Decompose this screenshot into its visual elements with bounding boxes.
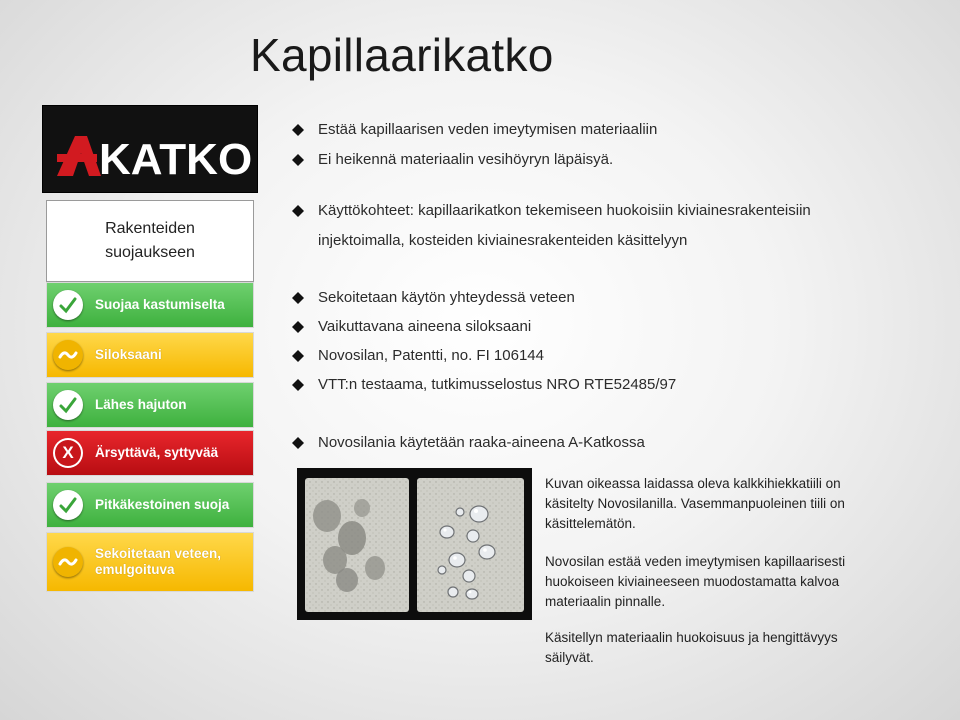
feature-lahes-hajuton	[46, 382, 254, 428]
feature-pitkakestoinen-suoja	[46, 482, 254, 528]
akatko-logo	[42, 105, 258, 193]
bullet-item: Vaikuttavana aineena siloksaani	[292, 312, 676, 341]
protection-header-label: Rakenteiden suojaukseen	[105, 220, 195, 261]
diamond-bullet-icon	[292, 205, 304, 217]
bullet-item: Novosilan, Patentti, no. FI 106144	[292, 341, 676, 370]
bullet-item: Estää kapillaarisen veden imeytymisen materiaaliin	[292, 115, 657, 145]
feature-siloksaani	[46, 332, 254, 378]
bullet-group-4	[292, 428, 645, 458]
logo-text: KATKO	[99, 135, 253, 184]
bullet-item: VTT:n testaama, tutkimusselostus NRO RTE52485/97	[292, 370, 676, 399]
feature-label: Suojaa kastumiselta	[95, 297, 225, 312]
bullet-item: Ei heikennä materiaalin vesihöyryn läpäisyä.	[292, 145, 657, 175]
diamond-bullet-icon	[292, 124, 304, 136]
diamond-bullet-icon	[292, 321, 304, 333]
novosilan-description: Novosilan estää veden imeytymisen kapillaarisesti huokoiseen kiviaineeseen muodostamatta kalvoa materiaalin pinnalle.	[545, 554, 846, 609]
feature-label: Pitkäkestoinen suoja	[95, 497, 230, 512]
photo-caption: Kuvan oikeassa laidassa oleva kalkkihiekkatiili on käsitelty Novosilanilla. Vasemmanpuoleinen tiili on käsittelemätön.	[545, 476, 845, 531]
bullet-item: Sekoitetaan käytön yhteydessä veteen	[292, 283, 676, 312]
x-icon: X	[53, 438, 83, 468]
bullet-item: Novosilania käytetään raaka-aineena A-Katkossa	[292, 428, 645, 458]
check-icon	[53, 290, 83, 320]
bullet-group-1	[292, 115, 657, 175]
check-icon	[53, 490, 83, 520]
bullet-item: Käyttökohteet: kapillaarikatkon tekemiseen huokoisiin kiviainesrakenteisiin injektoimalla, kosteiden kiviainesrakenteiden käsittelyyn	[292, 196, 811, 256]
feature-arsyttava	[46, 430, 254, 476]
feature-label: Siloksaani	[95, 347, 162, 362]
diamond-bullet-icon	[292, 437, 304, 449]
page-title: Kapillaarikatko	[250, 29, 554, 81]
check-icon	[53, 390, 83, 420]
diamond-bullet-icon	[292, 379, 304, 391]
bullet-group-2	[292, 196, 811, 256]
protection-header	[46, 200, 254, 282]
feature-label: Lähes hajuton	[95, 397, 187, 412]
feature-sekoitetaan-veteen	[46, 532, 254, 592]
feature-label: Ärsyttävä, syttyvää	[95, 445, 219, 460]
feature-label: Sekoitetaan veteen, emulgoituva	[95, 546, 222, 577]
diamond-bullet-icon	[292, 350, 304, 362]
tilde-icon	[53, 547, 83, 577]
brick-comparison-photo	[297, 468, 532, 620]
bullet-group-3	[292, 283, 676, 399]
diamond-bullet-icon	[292, 292, 304, 304]
tilde-icon	[53, 340, 83, 370]
feature-suojaa-kastumiselta	[46, 282, 254, 328]
diamond-bullet-icon	[292, 154, 304, 166]
breathability-note: Käsitellyn materiaalin huokoisuus ja hengittävyys säilyvät.	[545, 630, 838, 665]
